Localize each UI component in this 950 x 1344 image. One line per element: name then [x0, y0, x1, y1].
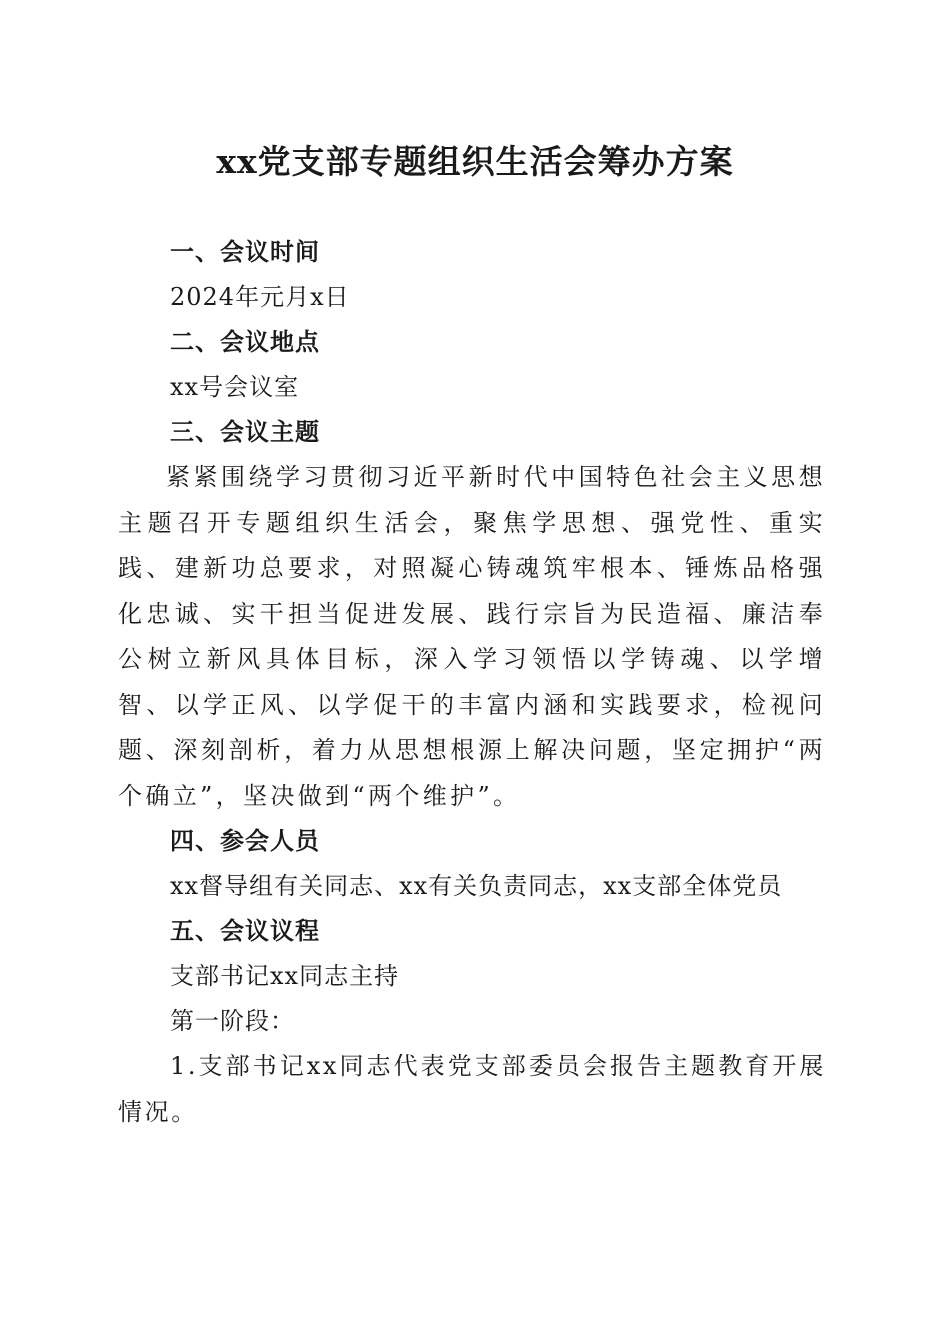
agenda-host: 支部书记xx同志主持	[170, 962, 400, 990]
meeting-time-value: 2024年元月x日	[170, 283, 350, 311]
attendees-value: xx督导组有关同志、xx有关负责同志，xx支部全体党员	[170, 872, 783, 900]
section-heading-time: 一、会议时间	[170, 238, 320, 266]
section-heading-place: 二、会议地点	[170, 328, 320, 356]
section-heading-agenda: 五、会议议程	[170, 917, 320, 945]
meeting-place-value: xx号会议室	[170, 373, 300, 401]
section-heading-attendees: 四、参会人员	[170, 827, 320, 855]
section-heading-theme: 三、会议主题	[170, 418, 320, 446]
agenda-stage-one-label: 第一阶段：	[170, 1007, 295, 1035]
document-title: xx党支部专题组织生活会筹办方案	[216, 142, 734, 181]
document-body	[118, 230, 826, 1135]
meeting-theme-paragraph: 紧紧围绕学习贯彻习近平新时代中国特色社会主义思想主题召开专题组织生活会，聚焦学思想、强党性、重实践、建新功总要求，对照凝心铸魂筑牢根本、锤炼品格强化忠诚、实干担当促进发展、践行宗旨为民造福、廉洁奉公树立新风具体目标，深入学习领悟以学铸魂、以学增智、以学正风、以学促干的丰富内涵和实践要求，检视问题、深刻剖析，着力从思想根源上解决问题，坚定拥护“两个确立”，坚决做到“两个维护”。	[118, 463, 826, 810]
agenda-stage-one-item-1: 1.支部书记xx同志代表党支部委员会报告主题教育开展情况。	[118, 1052, 826, 1126]
